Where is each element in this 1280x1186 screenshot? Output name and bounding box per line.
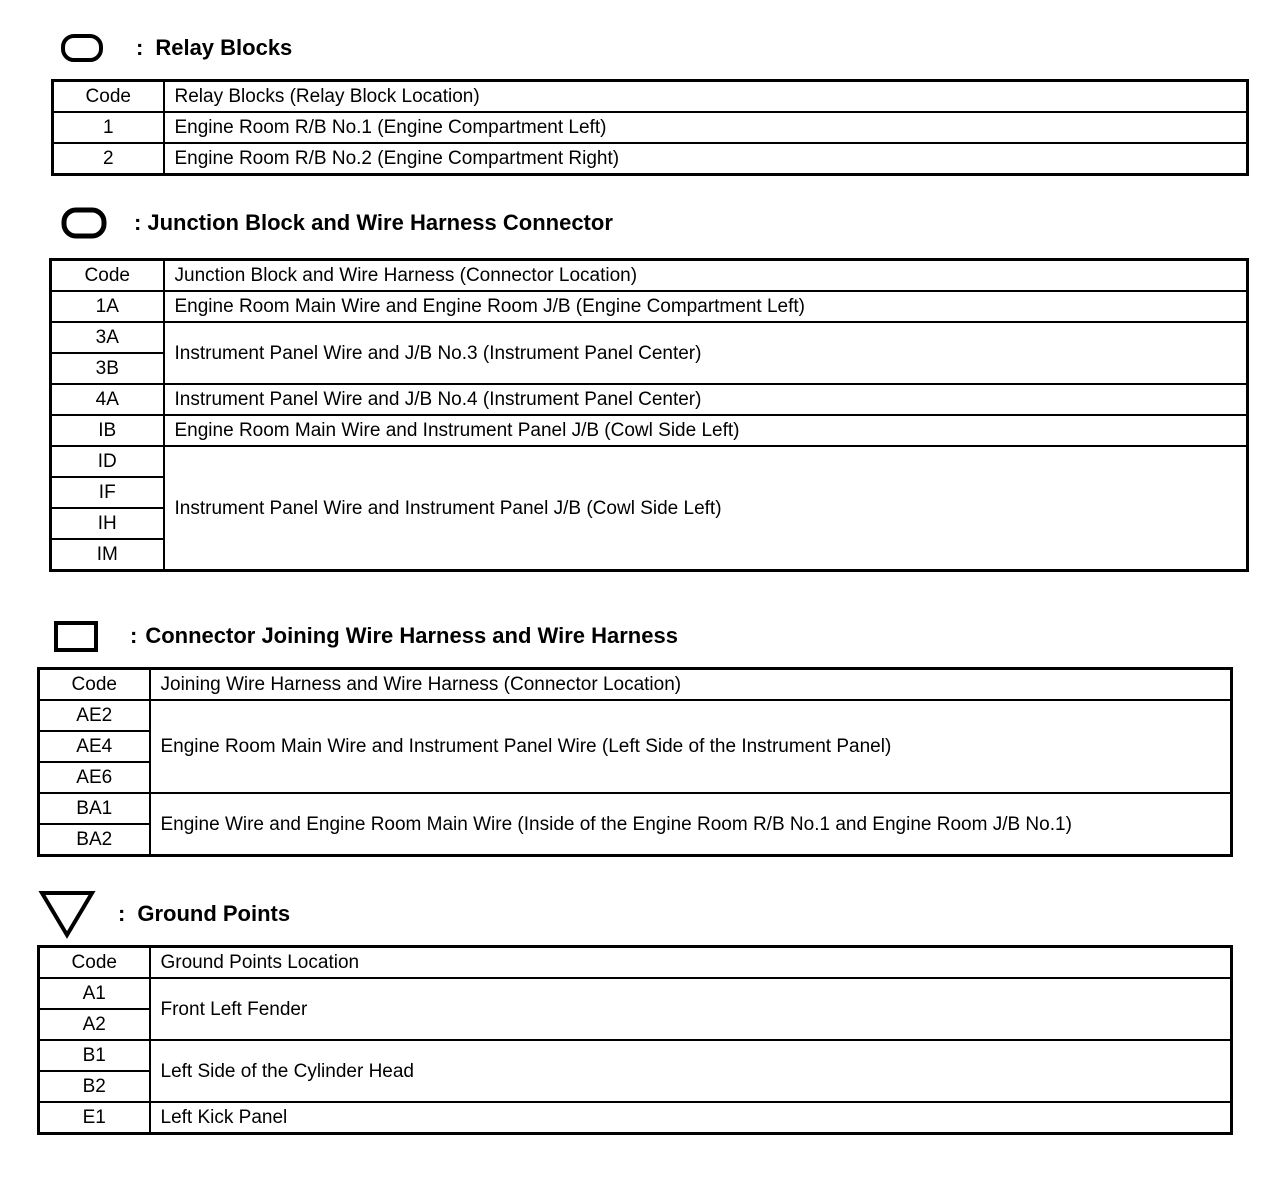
header-code: Code	[53, 81, 164, 113]
code-cell: IH	[51, 508, 164, 539]
description-cell: Engine Room Main Wire and Engine Room J/B (Engine Compartment Left)	[164, 291, 1248, 322]
heading-colon: :	[136, 35, 144, 60]
table-row	[39, 1040, 1232, 1071]
table-row	[39, 978, 1232, 1009]
table-row	[51, 322, 1248, 353]
table-row	[39, 1102, 1232, 1134]
table-header-row	[53, 81, 1248, 113]
description-cell: Instrument Panel Wire and J/B No.3 (Instrument Panel Center)	[164, 322, 1248, 384]
description-cell: Engine Room R/B No.2 (Engine Compartment Right)	[164, 143, 1248, 175]
code-cell: B2	[39, 1071, 150, 1102]
description-cell: Engine Room Main Wire and Instrument Panel J/B (Cowl Side Left)	[164, 415, 1248, 446]
section-title: Relay Blocks	[155, 35, 293, 60]
code-cell: B1	[39, 1040, 150, 1071]
description-cell: Engine Room R/B No.1 (Engine Compartment Left)	[164, 112, 1248, 143]
section-heading-relay-blocks	[60, 32, 292, 64]
description-cell: Front Left Fender	[150, 978, 1232, 1040]
code-cell: BA1	[39, 793, 150, 824]
rounded-rect-icon	[60, 206, 108, 240]
heading-colon: :	[118, 901, 126, 926]
table-header-row	[51, 260, 1248, 292]
description-cell: Left Side of the Cylinder Head	[150, 1040, 1232, 1102]
table-row	[51, 415, 1248, 446]
section-heading-connector-joining	[52, 618, 678, 654]
header-description: Ground Points Location	[150, 947, 1232, 979]
description-cell: Instrument Panel Wire and J/B No.4 (Instrument Panel Center)	[164, 384, 1248, 415]
square-icon	[52, 618, 100, 654]
header-description: Joining Wire Harness and Wire Harness (Connector Location)	[150, 669, 1232, 701]
header-code: Code	[51, 260, 164, 292]
section-heading-junction-block	[60, 206, 613, 240]
code-cell: BA2	[39, 824, 150, 856]
heading-colon: :	[134, 210, 142, 235]
code-cell: AE4	[39, 731, 150, 762]
table-row	[53, 143, 1248, 175]
section-title: Connector Joining Wire Harness and Wire Harness	[145, 623, 678, 648]
section-heading-ground-points	[38, 888, 290, 940]
header-description: Junction Block and Wire Harness (Connector Location)	[164, 260, 1248, 292]
code-cell: A2	[39, 1009, 150, 1040]
code-cell: 1A	[51, 291, 164, 322]
code-cell: 2	[53, 143, 164, 175]
section-title: Junction Block and Wire Harness Connector	[147, 210, 613, 235]
relay-blocks-table	[51, 79, 1249, 176]
heading-colon: :	[130, 623, 138, 648]
table-row	[39, 793, 1232, 824]
description-cell: Left Kick Panel	[150, 1102, 1232, 1134]
table-row	[51, 446, 1248, 477]
table-row	[53, 112, 1248, 143]
code-cell: IM	[51, 539, 164, 571]
header-description: Relay Blocks (Relay Block Location)	[164, 81, 1248, 113]
header-code: Code	[39, 669, 150, 701]
code-cell: 3A	[51, 322, 164, 353]
table-header-row	[39, 947, 1232, 979]
table-row	[39, 700, 1232, 731]
code-cell: 3B	[51, 353, 164, 384]
code-cell: 4A	[51, 384, 164, 415]
code-cell: E1	[39, 1102, 150, 1134]
description-cell: Instrument Panel Wire and Instrument Panel J/B (Cowl Side Left)	[164, 446, 1248, 571]
table-row	[51, 291, 1248, 322]
section-title: Ground Points	[137, 901, 291, 926]
code-cell: IF	[51, 477, 164, 508]
table-row	[51, 384, 1248, 415]
code-cell: IB	[51, 415, 164, 446]
junction-block-table	[49, 258, 1249, 572]
ground-points-table	[37, 945, 1233, 1135]
code-cell: AE2	[39, 700, 150, 731]
header-code: Code	[39, 947, 150, 979]
table-header-row	[39, 669, 1232, 701]
code-cell: AE6	[39, 762, 150, 793]
code-cell: 1	[53, 112, 164, 143]
connector-joining-table	[37, 667, 1233, 857]
code-cell: A1	[39, 978, 150, 1009]
triangle-down-icon	[38, 888, 96, 940]
code-cell: ID	[51, 446, 164, 477]
description-cell: Engine Room Main Wire and Instrument Panel Wire (Left Side of the Instrument Panel)	[150, 700, 1232, 793]
description-cell: Engine Wire and Engine Room Main Wire (Inside of the Engine Room R/B No.1 and Engine Room J/B No.1)	[150, 793, 1232, 856]
rounded-rect-icon	[60, 32, 104, 64]
